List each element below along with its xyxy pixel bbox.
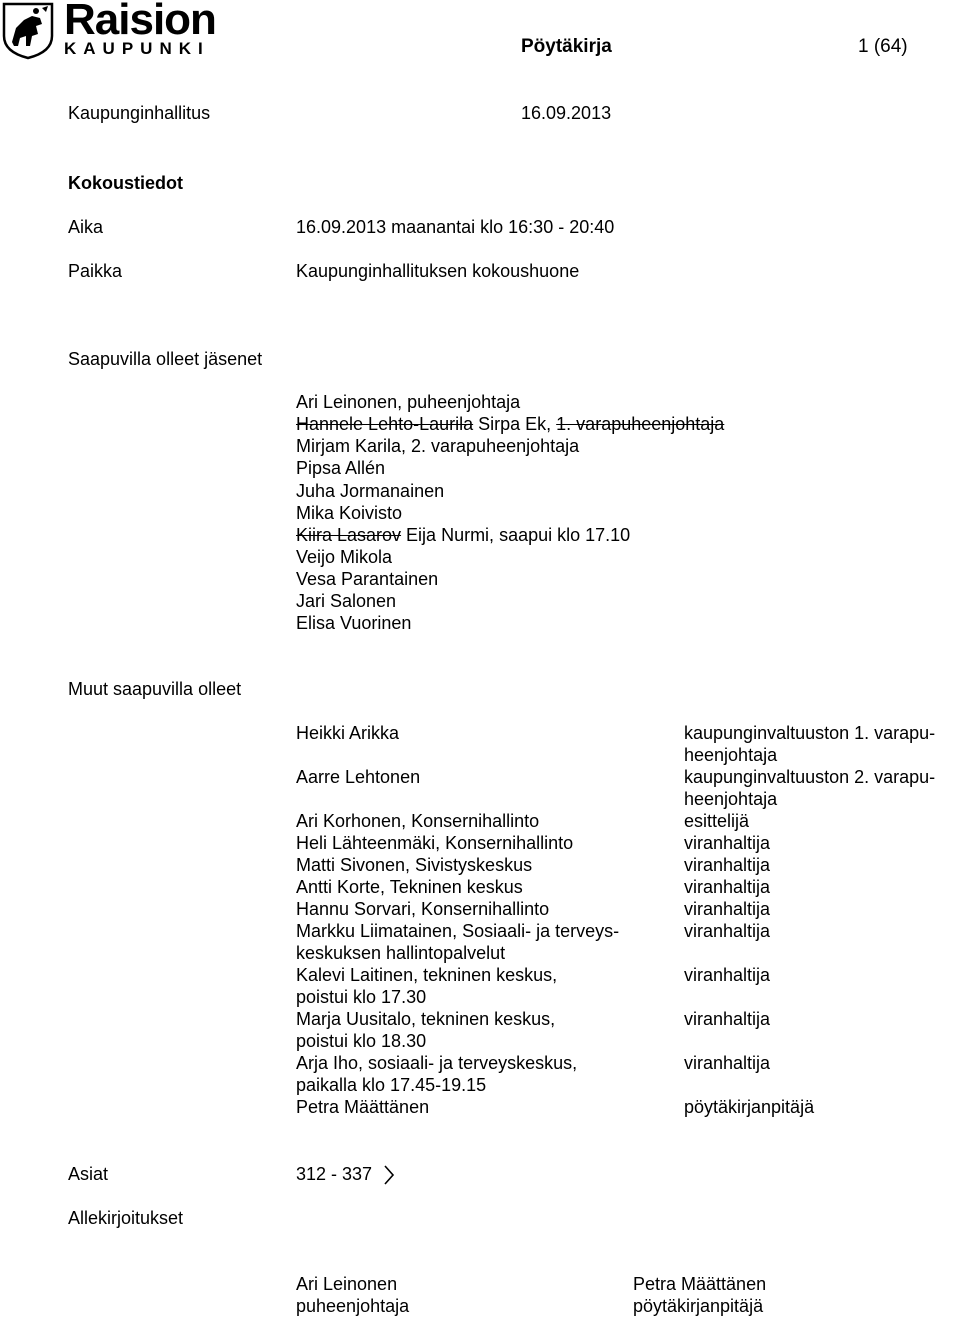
other-name-cont: keskuksen hallintopalvelut	[296, 943, 506, 963]
member-line	[296, 413, 724, 435]
other-name: Marja Uusitalo, tekninen keskus,	[296, 1009, 556, 1029]
meeting-date: 16.09.2013	[521, 103, 612, 123]
other-name: Heikki Arikka	[296, 723, 400, 743]
other-name-cont: poistui klo 18.30	[296, 1031, 427, 1051]
other-role: viranhaltija	[684, 921, 771, 941]
other-role: viranhaltija	[684, 965, 771, 985]
city-crest-logo	[2, 2, 54, 60]
place-label: Paikka	[68, 261, 123, 281]
members-label: Saapuvilla olleet jäsenet	[68, 349, 263, 369]
other-name: Antti Korte, Tekninen keskus	[296, 877, 523, 897]
other-name: Petra Määttänen	[296, 1097, 430, 1117]
signature-role: pöytäkirjanpitäjä	[633, 1296, 764, 1316]
other-role-cont: heenjohtaja	[684, 745, 778, 765]
other-role: pöytäkirjanpitäjä	[684, 1097, 815, 1117]
logo-subtitle: KAUPUNKI	[64, 39, 210, 58]
logo-wordmark	[64, 0, 216, 58]
time-value: 16.09.2013 maanantai klo 16:30 - 20:40	[296, 217, 615, 237]
member-line	[296, 524, 630, 546]
member-line: Elisa Vuorinen	[296, 613, 412, 633]
member-line: Pipsa Allén	[296, 458, 386, 478]
hyperlink-arrow-icon[interactable]	[383, 1164, 395, 1186]
signature-name: Ari Leinonen	[296, 1274, 398, 1294]
struck-name: Kiira Lasarov	[296, 525, 402, 545]
matters-value: 312 - 337	[296, 1164, 373, 1184]
page-number: 1 (64)	[858, 36, 908, 57]
other-role: viranhaltija	[684, 899, 771, 919]
other-role: viranhaltija	[684, 1009, 771, 1029]
signature-name: Petra Määttänen	[633, 1274, 767, 1294]
other-role-cont: heenjohtaja	[684, 789, 778, 809]
signatures-label: Allekirjoitukset	[68, 1208, 184, 1228]
member-line: Ari Leinonen, puheenjohtaja	[296, 392, 521, 412]
member-line: Vesa Parantainen	[296, 569, 439, 589]
member-line: Juha Jormanainen	[296, 481, 445, 501]
other-name: Matti Sivonen, Sivistyskeskus	[296, 855, 533, 875]
matters-label: Asiat	[68, 1164, 109, 1184]
struck-name: Hannele Lehto-Laurila	[296, 414, 474, 434]
other-name-cont: paikalla klo 17.45-19.15	[296, 1075, 487, 1095]
other-role: viranhaltija	[684, 855, 771, 875]
other-name: Heli Lähteenmäki, Konsernihallinto	[296, 833, 574, 853]
body-name: Kaupunginhallitus	[68, 103, 211, 123]
other-name: Aarre Lehtonen	[296, 767, 421, 787]
member-line: Jari Salonen	[296, 591, 397, 611]
other-name: Markku Liimatainen, Sosiaali- ja terveys-	[296, 921, 620, 941]
substitute-name: Sirpa Ek,	[473, 414, 557, 434]
other-role: kaupunginvaltuuston 2. varapu-	[684, 767, 936, 787]
other-role: viranhaltija	[684, 877, 771, 897]
other-name: Hannu Sorvari, Konsernihallinto	[296, 899, 550, 919]
time-label: Aika	[68, 217, 104, 237]
others-label: Muut saapuvilla olleet	[68, 679, 242, 699]
member-line: Mika Koivisto	[296, 503, 403, 523]
member-line: Veijo Mikola	[296, 547, 393, 567]
other-role: kaupunginvaltuuston 1. varapu-	[684, 723, 936, 743]
other-role: esittelijä	[684, 811, 750, 831]
other-role: viranhaltija	[684, 1053, 771, 1073]
section-title: Kokoustiedot	[68, 173, 183, 193]
struck-role: 1. varapuheenjohtaja	[556, 414, 725, 434]
other-name: Ari Korhonen, Konsernihallinto	[296, 811, 540, 831]
place-value: Kaupunginhallituksen kokoushuone	[296, 261, 580, 281]
member-line: Mirjam Karila, 2. varapuheenjohtaja	[296, 436, 580, 456]
other-role: viranhaltija	[684, 833, 771, 853]
document-type: Pöytäkirja	[521, 36, 612, 57]
substitute-name: Eija Nurmi, saapui klo 17.10	[401, 525, 631, 545]
other-name: Arja Iho, sosiaali- ja terveyskeskus,	[296, 1053, 578, 1073]
other-name: Kalevi Laitinen, tekninen keskus,	[296, 965, 558, 985]
logo-name: Raision	[64, 0, 216, 44]
other-name-cont: poistui klo 17.30	[296, 987, 427, 1007]
signature-role: puheenjohtaja	[296, 1296, 410, 1316]
